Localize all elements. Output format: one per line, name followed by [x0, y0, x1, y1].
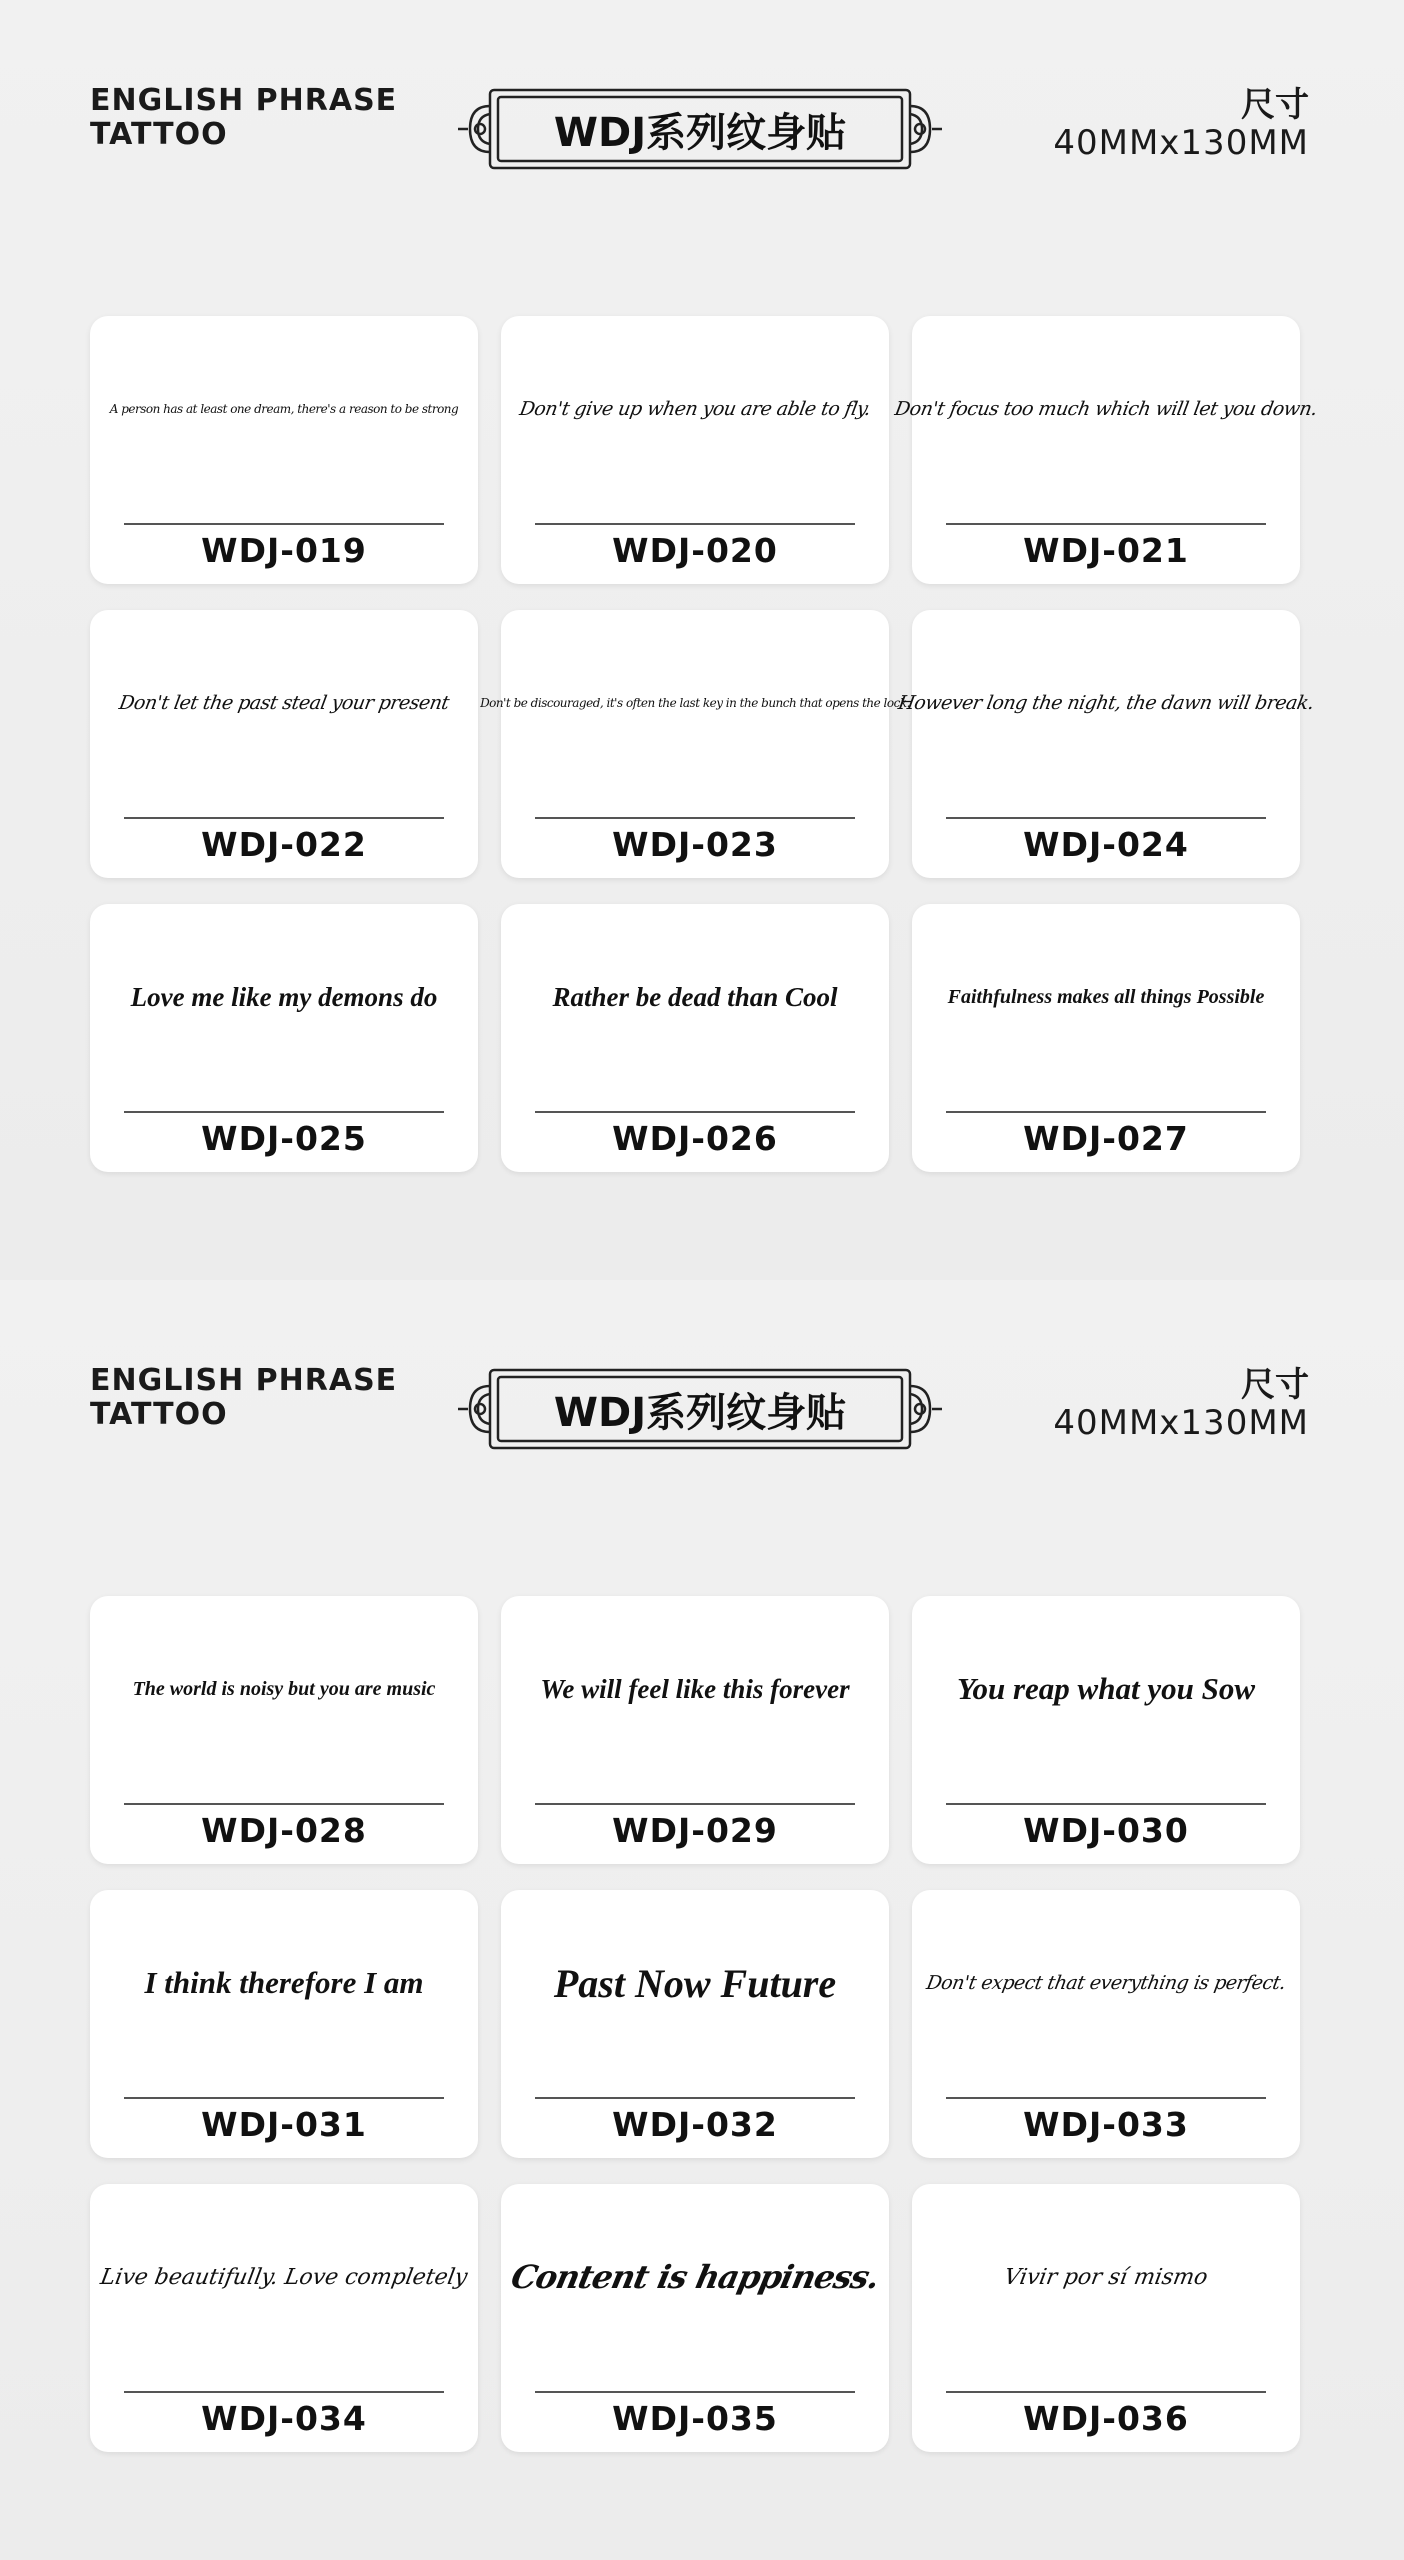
tattoo-phrase: Don't be discouraged, it's often the last key in the bunch that opens the lock. [480, 696, 910, 710]
divider [535, 2097, 855, 2099]
divider [535, 523, 855, 525]
tattoo-phrase: Don't give up when you are able to fly. [517, 398, 873, 420]
product-code: WDJ-030 [1023, 1811, 1189, 1850]
product-card[interactable] [501, 316, 889, 584]
header-right [1053, 1366, 1309, 1442]
size-value: 40MMx130MM [1053, 1403, 1309, 1443]
title-frame [450, 1364, 950, 1454]
tattoo-phrase: Don't let the past steal your present [117, 692, 451, 714]
product-card[interactable] [912, 1596, 1300, 1864]
product-code: WDJ-019 [201, 531, 367, 570]
divider [124, 817, 444, 819]
divider [124, 1111, 444, 1113]
tattoo-phrase: Love me like my demons do [130, 981, 438, 1012]
product-card[interactable] [90, 1890, 478, 2158]
header-left-line-2: TATTOO [90, 1397, 228, 1432]
divider [946, 523, 1266, 525]
product-card[interactable] [501, 2184, 889, 2452]
tattoo-phrase: Vivir por sí mismo [1002, 2264, 1210, 2290]
product-card[interactable] [501, 904, 889, 1172]
header-left [90, 84, 397, 152]
divider [946, 817, 1266, 819]
tattoo-phrase: Past Now Future [553, 1960, 837, 2006]
size-label: 尺寸 [1241, 1365, 1309, 1405]
tattoo-phrase: Content is happiness. [507, 2258, 883, 2296]
product-card[interactable] [480, 610, 910, 878]
product-code: WDJ-023 [612, 825, 778, 864]
divider [535, 2391, 855, 2393]
divider [124, 2391, 444, 2393]
product-card[interactable] [90, 316, 478, 584]
header-left-line-2: TATTOO [90, 117, 228, 152]
tattoo-phrase: We will feel like this forever [540, 1673, 850, 1704]
tattoo-phrase: Don't focus too much which will let you down. [893, 398, 1319, 420]
product-code: WDJ-034 [201, 2399, 367, 2438]
product-code: WDJ-029 [612, 1811, 778, 1850]
product-code: WDJ-028 [201, 1811, 367, 1850]
divider [535, 817, 855, 819]
divider [124, 2097, 444, 2099]
product-card[interactable] [90, 1596, 478, 1864]
product-card[interactable] [893, 316, 1319, 584]
product-card[interactable] [912, 904, 1300, 1172]
tattoo-phrase: You reap what you Sow [956, 1671, 1255, 1706]
product-code: WDJ-021 [1023, 531, 1189, 570]
product-card[interactable] [501, 1596, 889, 1864]
product-code: WDJ-024 [1023, 825, 1189, 864]
product-code: WDJ-027 [1023, 1119, 1189, 1158]
series-title: WDJ系列纹身贴 [553, 1389, 847, 1436]
product-card[interactable] [90, 2184, 478, 2452]
tattoo-phrase: Faithfulness makes all things Possible [947, 985, 1265, 1008]
divider [946, 1803, 1266, 1805]
divider [946, 2391, 1266, 2393]
tattoo-phrase: Don't expect that everything is perfect. [924, 1972, 1288, 1994]
product-card[interactable] [896, 610, 1316, 878]
product-code: WDJ-022 [201, 825, 367, 864]
product-code: WDJ-035 [612, 2399, 778, 2438]
tattoo-phrase: I think therefore I am [144, 1965, 424, 2000]
product-grid [90, 1596, 1300, 2452]
series-title: WDJ系列纹身贴 [553, 109, 847, 156]
product-grid [90, 316, 1319, 1172]
header-right [1053, 86, 1309, 162]
header-left-line-1: ENGLISH PHRASE [90, 83, 398, 118]
header-left-line-1: ENGLISH PHRASE [90, 1363, 398, 1398]
product-card[interactable] [912, 1890, 1300, 2158]
product-code: WDJ-026 [612, 1119, 778, 1158]
divider [124, 523, 444, 525]
product-code: WDJ-020 [612, 531, 778, 570]
product-code: WDJ-025 [201, 1119, 367, 1158]
tattoo-phrase: Rather be dead than Cool [552, 981, 838, 1012]
size-label: 尺寸 [1241, 85, 1309, 125]
section-2 [0, 1280, 1404, 2560]
divider [946, 1111, 1266, 1113]
product-code: WDJ-032 [612, 2105, 778, 2144]
divider [124, 1803, 444, 1805]
tattoo-phrase: Live beautifully. Love completely [98, 2264, 470, 2290]
header-left [90, 1364, 397, 1432]
tattoo-phrase: However long the night, the dawn will break. [896, 692, 1316, 714]
product-code: WDJ-036 [1023, 2399, 1189, 2438]
product-card[interactable] [501, 1890, 889, 2158]
title-frame [450, 84, 950, 174]
product-card[interactable] [912, 2184, 1300, 2452]
divider [946, 2097, 1266, 2099]
divider [535, 1803, 855, 1805]
divider [535, 1111, 855, 1113]
product-code: WDJ-033 [1023, 2105, 1189, 2144]
product-card[interactable] [90, 904, 478, 1172]
tattoo-phrase: The world is noisy but you are music [132, 1677, 436, 1700]
size-value: 40MMx130MM [1053, 123, 1309, 163]
tattoo-phrase: A person has at least one dream, there's a reason to be strong [109, 402, 459, 416]
product-code: WDJ-031 [201, 2105, 367, 2144]
product-card[interactable] [90, 610, 478, 878]
